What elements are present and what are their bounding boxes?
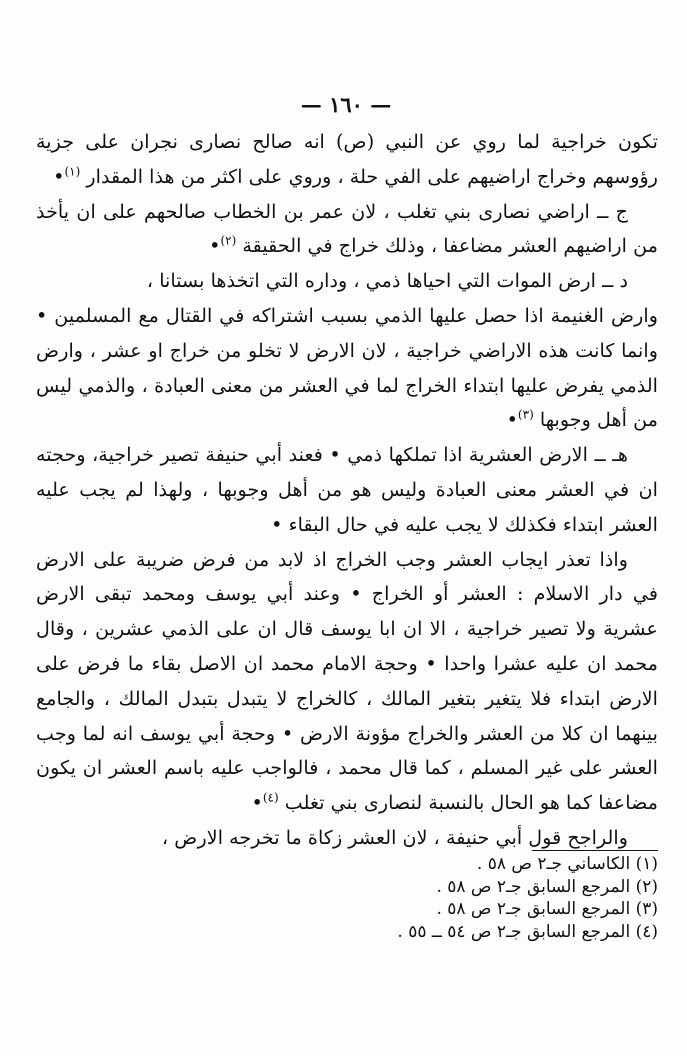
footnote-divider	[532, 850, 658, 851]
paragraph-text: وارض الغنيمة اذا حصل عليها الذمي بسبب اشتراكه في القتال مع المسلمين • وانما كانت هذه الاراضي خراجية ، لان الارض لا تخلو من خراج او عشر ، وارض الذمي يفرض عليها ابتداء الخراج لما في العشر من معنى العبادة ، والذمي ليس من أهل وجوبها	[36, 303, 658, 432]
paragraph-text: هـ ــ الارض العشرية اذا تملكها ذمي • فعند أبي حنيفة تصير خراجية، وحجته ان في العشر معنى العبادة وليس هو من أهل وجوبها ، ولهذا لم يجب عليه العشر ابتداء فكذلك لا يجب عليه في حال البقاء •	[36, 443, 658, 536]
footnote: (٣) المرجع السابق جـ٢ ص ٥٨ .	[436, 899, 658, 919]
paragraph: وارض الغنيمة اذا حصل عليها الذمي بسبب اشتراكه في القتال مع المسلمين • وانما كانت هذه الاراضي خراجية ، لان الارض لا تخلو من خراج او عشر ، وارض الذمي يفرض عليها ابتداء الخراج لما في العشر من معنى العبادة ، والذمي ليس من أهل وجوبها $^{(٣)}$•	[36, 303, 658, 432]
footnote: (١) الكاساني جـ٢ ص ٥٨ .	[476, 854, 658, 874]
footnote: (٢) المرجع السابق جـ٢ ص ٥٨ .	[436, 876, 658, 897]
footnote-reference: (٢)	[220, 234, 237, 248]
paragraph-text: د ــ ارض الموات التي احياها ذمي ، وداره التي اتخذها بستانا ،	[146, 269, 628, 293]
paragraph	[36, 264, 658, 299]
footnote-reference: (٤)	[262, 790, 279, 805]
paragraph-text: والراجح قول أبي حنيفة ، لان العشر زكاة ما تخرجه الارض ،	[162, 825, 628, 849]
book-page	[28, 0, 664, 1056]
paragraph-text: واذا تعذر ايجاب العشر وجب الخراج اذ لابد من فرض ضريبة على الارض في دار الاسلام : العشر أو الخراج • وعند أبي يوسف ومحمد تبقى الارض عشرية ولا تصير خراجية ، الا ان ابا يوسف قال ان على الذمي عشرين ، وقال محمد ان عليه عشرا واحدا • وحجة الامام محمد ان الاصل بقاء ما فرض على الارض ابتداء فلا يتغير بتغير المالك ، كالخراج لا يتبدل بتبدل المالك ، والجامع بينهما ان كلا من العشر والخراج مؤونة الارض • وحجة أبي يوسف انه لما وجب العشر على غير المسلم ، كما قال محمد ، فالواجب عليه باسم العشر ان يكون مضاعفا كما هو الحال بالنسبة لنصارى بني تغلب	[36, 547, 658, 815]
page-number: — ١٦٠ —	[300, 92, 392, 117]
paragraph-text: ج ــ اراضي نصارى بني تغلب ، لان عمر بن الخطاب صالحهم على ان يأخذ من اراضيهم العشر مضاعفا ، وذلك خراج في الحقيقة	[36, 199, 658, 258]
paragraph: تكون خراجية لما روي عن النبي (ص) انه صالح نصارى نجران على جزية رؤوسهم وخراج اراضيهم على الفي حلة ، وروي على اكثر من هذا المقدار $^{(١)}$•	[36, 130, 658, 188]
main-text	[36, 125, 658, 856]
footnote: (٤) المرجع السابق جـ٢ ص ٥٤ ــ ٥٥ .	[397, 921, 658, 942]
paragraph	[36, 438, 658, 542]
paragraph: واذا تعذر ايجاب العشر وجب الخراج اذ لابد من فرض ضريبة على الارض في دار الاسلام : العشر أو الخراج • وعند أبي يوسف ومحمد تبقى الارض عشرية ولا تصير خراجية ، الا ان ابا يوسف قال ان على الذمي عشرين ، وقال محمد ان عليه عشرا واحدا • وحجة الامام محمد ان الاصل بقاء ما فرض على الارض ابتداء فلا يتغير بتغير المالك ، كالخراج لا يتبدل بتبدل المالك ، والجامع بينهما ان كلا من العشر والخراج مؤونة الارض • وحجة أبي يوسف انه لما وجب العشر على غير المسلم ، كما قال محمد ، فالواجب عليه باسم العشر ان يكون مضاعفا كما هو الحال بالنسبة لنصارى بني تغلب $^{(٤)}$•	[36, 547, 658, 815]
footnote-reference: (٣)	[517, 407, 534, 422]
paragraph: ج ــ اراضي نصارى بني تغلب ، لان عمر بن الخطاب صالحهم على ان يأخذ من اراضيهم العشر مضاعفا ، وذلك خراج في الحقيقة $^{(٢)}$•	[36, 199, 658, 258]
footnote-reference: (١)	[64, 164, 81, 179]
paragraph-text: تكون خراجية لما روي عن النبي (ص) انه صالح نصارى نجران على جزية رؤوسهم وخراج اراضيهم على الفي حلة ، وروي على اكثر من هذا المقدار	[36, 130, 658, 188]
footnotes	[238, 853, 658, 943]
